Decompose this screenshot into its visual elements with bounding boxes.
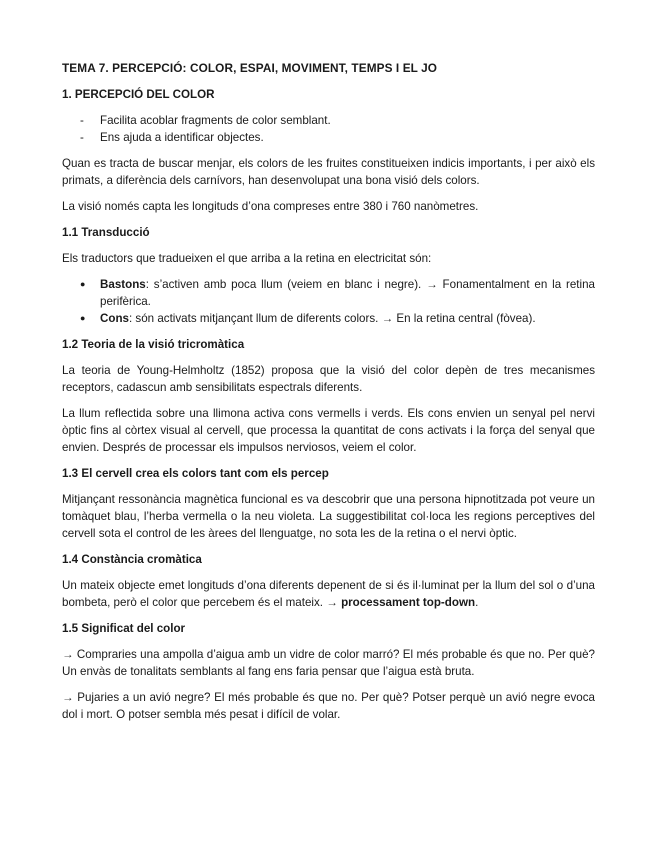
- bullet-text: : s’activen amb poca llum (veiem en blanc i negre). → Fonamentalment en la retina perifèrica.: [100, 278, 595, 308]
- bullet-list-item: [62, 276, 595, 310]
- term-cones: Cons: [100, 312, 129, 325]
- term-rods: Bastons: [100, 278, 146, 291]
- paragraph: → Pujaries a un avió negre? El més probable és que no. Per què? Potser perquè un avió negre evoca dol i mort. O potser sembla més pesat i difícil de volar.: [62, 691, 595, 721]
- dash-list-item: - Ens ajuda a identificar objectes.: [62, 129, 595, 146]
- paragraph: Quan es tracta de buscar menjar, els colors de les fruites constitueixen indicis importants, i per això els primats, a diferència dels carnívors, han desenvolupat una bona visió dels colors.: [62, 157, 595, 187]
- subsection-heading-trichromatic: 1.2 Teoria de la visió tricromàtica: [62, 338, 245, 351]
- paragraph-end: .: [475, 596, 479, 609]
- dash-list-item: - Facilita acoblar fragments de color semblant.: [62, 112, 595, 129]
- bold-term: processament top-down: [341, 596, 476, 609]
- subsection-heading-color-meaning: 1.5 Significat del color: [62, 622, 186, 635]
- paragraph: La visió només capta les longituds d’ona compreses entre 380 i 760 nanòmetres.: [62, 200, 479, 213]
- paragraph: La llum reflectida sobre una llimona activa cons vermells i verds. Els cons envien un senyal pel nervi òptic fins al còrtex visual al cervell, que processa la quantitat de cons activats i la força del senyal que envien. Després de processar els impulsos nerviosos, veiem el color.: [62, 407, 595, 454]
- paragraph: La teoria de Young-Helmholtz (1852) proposa que la visió del color depèn de tres mecanismes receptors, cadascun amb sensibilitats espectrals diferents.: [62, 364, 595, 394]
- section-heading-color-perception: 1. PERCEPCIÓ DEL COLOR: [62, 88, 215, 101]
- paragraph: Els traductors que tradueixen el que arriba a la retina en electricitat són:: [62, 252, 432, 265]
- document-title: TEMA 7. PERCEPCIÓ: COLOR, ESPAI, MOVIMENT, TEMPS I EL JO: [62, 61, 438, 75]
- bullet-list-item: [62, 310, 595, 327]
- subsection-heading-brain-colors: 1.3 El cervell crea els colors tant com els percep: [62, 467, 329, 480]
- paragraph-text: Un mateix objecte emet longituds d’ona diferents depenent de si és il·luminat per la llum del sol o d’una bombeta, però el color que percebem és el mateix. →: [62, 579, 595, 609]
- paragraph: [62, 577, 595, 611]
- bullet-list: [62, 276, 595, 327]
- subsection-heading-transduction: 1.1 Transducció: [62, 226, 150, 239]
- dash-list: [62, 112, 595, 146]
- paragraph: Mitjançant ressonància magnètica funcional es va descobrir que una persona hipnotitzada pot veure un tomàquet blau, l’herba vermella o la neu violeta. La suggestibilitat col·loca les regions perceptives del cervell sota el control de les àrees del llenguatge, no sota les de la retina o el nervi òptic.: [62, 493, 595, 540]
- bullet-text: : són activats mitjançant llum de diferents colors. → En la retina central (fòvea).: [128, 312, 536, 325]
- paragraph: → Compraries una ampolla d’aigua amb un vidre de color marró? El més probable és que no. Per què? Un envàs de tonalitats semblants al fang ens faria pensar que l’aigua està bruta.: [62, 648, 595, 678]
- subsection-heading-color-constancy: 1.4 Constància cromàtica: [62, 553, 202, 566]
